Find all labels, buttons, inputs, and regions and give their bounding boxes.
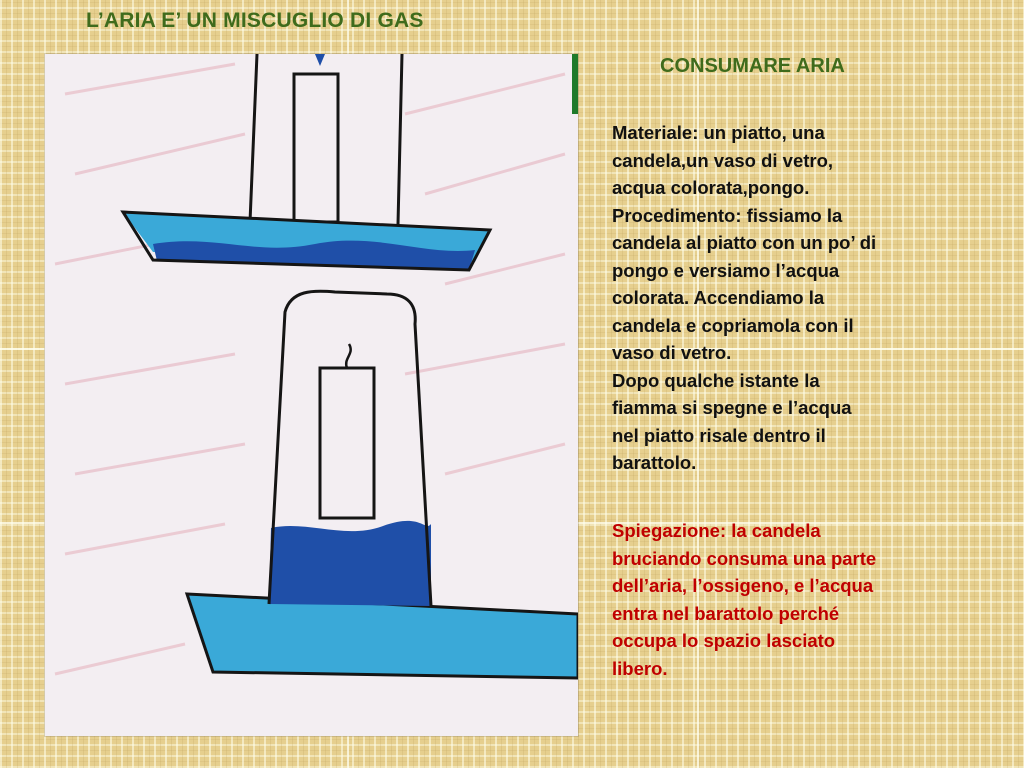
top-candle (294, 74, 338, 222)
text-line: pongo e versiamo l’acqua (612, 259, 840, 281)
explanation-text (612, 517, 992, 682)
text-line: candela e copriamola con il (612, 314, 854, 336)
bottom-plate (187, 594, 578, 678)
slide-title: L’ARIA E’ UN MISCUGLIO DI GAS (86, 9, 424, 32)
slide-subtitle: CONSUMARE ARIA (660, 55, 845, 77)
jar-water (269, 521, 431, 606)
text-line: Materiale: un piatto, una (612, 122, 825, 143)
text-line: Dopo qualche istante la (612, 369, 820, 391)
text-line: occupa lo spazio lasciato (612, 630, 836, 651)
text-line: barattolo. (612, 452, 697, 473)
text-line: dell’aria, l’ossigeno, e l’acqua (612, 575, 874, 596)
text-line: bruciando consuma una parte (612, 547, 877, 569)
text-line: vaso di vetro. (612, 342, 732, 363)
text-line: candela,un vaso di vetro, (612, 149, 834, 171)
bottom-wick (346, 344, 351, 368)
drawing-illustration (45, 54, 578, 736)
bottom-candle (320, 368, 374, 518)
text-line: nel piatto risale dentro il (612, 424, 826, 446)
text-line: candela al piatto con un po’ di (612, 232, 877, 253)
text-line: acqua colorata,pongo. (612, 177, 810, 198)
text-line: Spiegazione: la candela (612, 520, 821, 541)
bottom-scene (187, 291, 578, 678)
text-line: Procedimento: fissiamo la (612, 204, 843, 226)
procedure-text (612, 119, 992, 477)
text-line: colorata. Accendiamo la (612, 287, 825, 308)
text-line: entra nel barattolo perché (612, 602, 840, 624)
text-line: libero. (612, 657, 668, 679)
experiment-drawing (45, 54, 578, 736)
text-line: fiamma si spegne e l’acqua (612, 397, 852, 418)
top-scene (123, 54, 490, 270)
top-flame (315, 54, 325, 66)
